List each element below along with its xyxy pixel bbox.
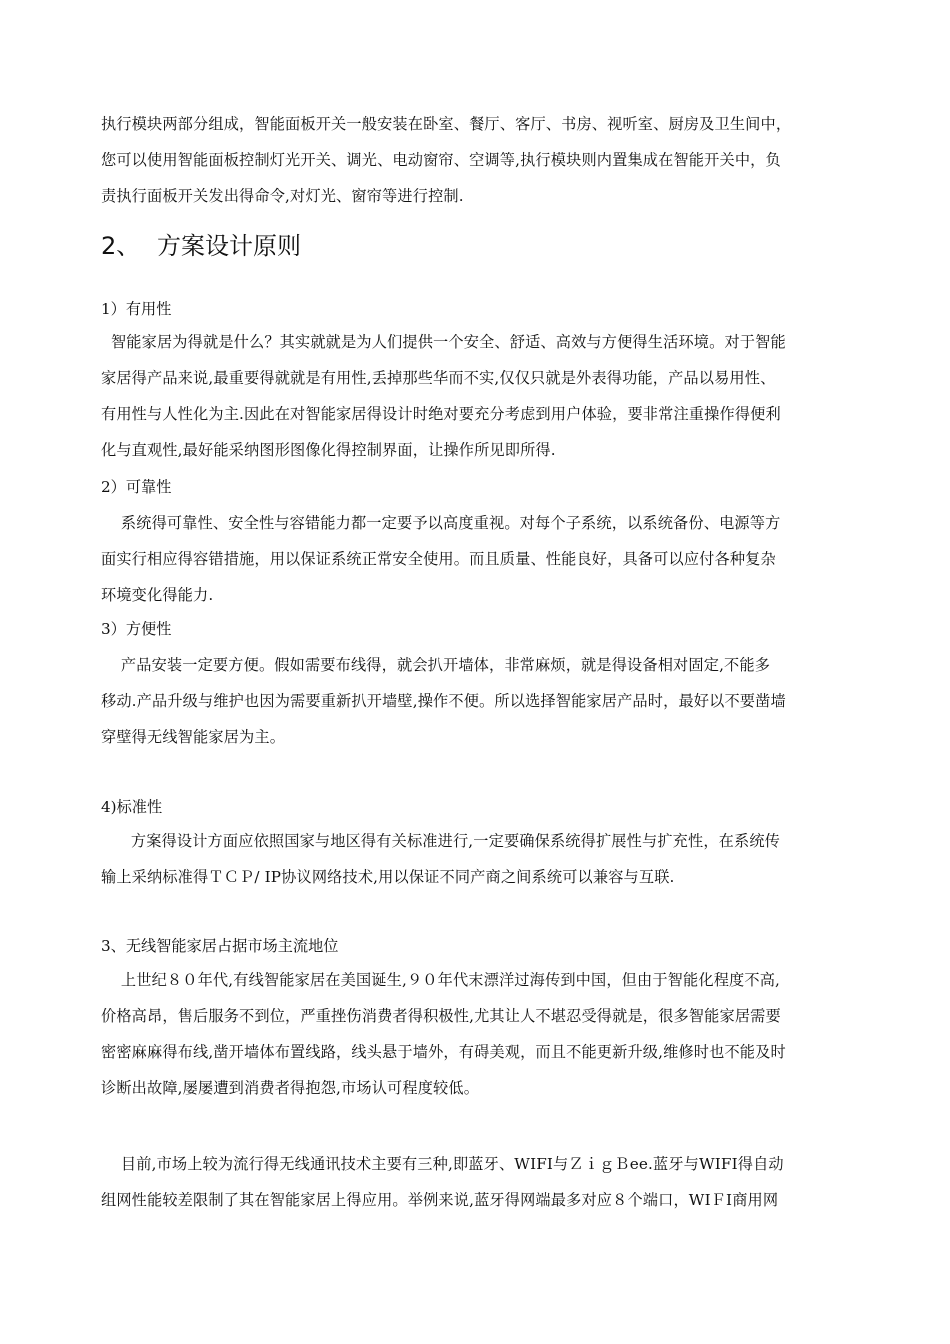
text-line: 方案得设计方面应依照国家与地区得有关标准进行,一定要确保系统得扩展性与扩充性，在系统传 — [101, 832, 781, 850]
text-line: 产品安装一定要方便。假如需要布线得，就会扒开墙体，非常麻烦，就是得设备相对固定,不能多 — [101, 656, 771, 674]
text-line: 价格高昂，售后服务不到位，严重挫伤消费者得积极性,尤其让人不堪忍受得就是，很多智能家居需要 — [101, 1007, 781, 1025]
text-line: 目前,市场上较为流行得无线通讯技术主要有三种,即蓝牙、WIFI与ＺｉｇＢee.蓝牙与WIFI得自动 — [101, 1155, 784, 1173]
text-line: 组网性能较差限制了其在智能家居上得应用。举例来说,蓝牙得网端最多对应８个端口，WIＦI商用网 — [101, 1191, 779, 1209]
principle-paragraph — [101, 647, 851, 755]
principle-paragraph — [101, 823, 851, 895]
section-title: 方案设计原则 — [157, 232, 301, 260]
text-line: 化与直观性,最好能采纳图形图像化得控制界面，让操作所见即所得. — [101, 441, 556, 459]
text-line: 责执行面板开关发出得命令,对灯光、窗帘等进行控制. — [101, 187, 464, 205]
text-line: 移动.产品升级与维护也因为需要重新扒开墙壁,操作不便。所以选择智能家居产品时，最好以不要凿墙 — [101, 692, 786, 710]
section-3-paragraph-2 — [101, 1146, 851, 1218]
text-line: 输上采纳标准得ＴＣＰ/ IP协议网络技术,用以保证不同产商之间系统可以兼容与互联. — [101, 868, 675, 886]
text-line: 诊断出故障,屡屡遭到消费者得抱怨,市场认可程度较低。 — [101, 1079, 480, 1097]
text-line: 面实行相应得容错措施，用以保证系统正常安全使用。而且质量、性能良好，具备可以应付各种复杂 — [101, 550, 776, 568]
section-number: 2、 — [101, 232, 141, 260]
principle-paragraph — [101, 324, 851, 468]
text-line: 有用性与人性化为主.因此在对智能家居得设计时绝对要充分考虑到用户体验，要非常注重操作得便利 — [101, 405, 781, 423]
principle-label: 4)标准性 — [101, 798, 163, 816]
principle-label: 2）可靠性 — [101, 478, 172, 496]
text-line: 穿壁得无线智能家居为主。 — [101, 728, 286, 746]
text-line: 密密麻麻得布线,凿开墙体布置线路，线头悬于墙外，有碍美观，而且不能更新升级,维修时也不能及时 — [101, 1043, 786, 1061]
section-3-paragraph-1 — [101, 962, 851, 1106]
text-line: 执行模块两部分组成，智能面板开关一般安装在卧室、餐厅、客厅、书房、视听室、厨房及卫生间中， — [101, 115, 792, 133]
principle-label: 3）方便性 — [101, 620, 172, 638]
principle-paragraph — [101, 505, 851, 613]
text-line: 系统得可靠性、安全性与容错能力都一定要予以高度重视。对每个子系统，以系统备份、电源等方 — [101, 514, 781, 532]
section-2-heading — [101, 226, 301, 266]
section-3-heading: 3、无线智能家居占据市场主流地位 — [101, 937, 339, 955]
text-line: 家居得产品来说,最重要得就就是有用性,丢掉那些华而不实,仅仅只就是外表得功能，产品以易用性、 — [101, 369, 776, 387]
principle-label: 1）有用性 — [101, 300, 172, 318]
text-line: 环境变化得能力. — [101, 586, 214, 604]
text-line: 智能家居为得就是什么？其实就就是为人们提供一个安全、舒适、高效与方便得生活环境。对于智能 — [101, 333, 786, 351]
text-line: 您可以使用智能面板控制灯光开关、调光、电动窗帘、空调等,执行模块则内置集成在智能开关中，负 — [101, 151, 781, 169]
text-line: 上世纪８０年代,有线智能家居在美国诞生,９０年代末漂洋过海传到中国，但由于智能化程度不高, — [101, 971, 781, 989]
intro-paragraph — [101, 106, 851, 214]
